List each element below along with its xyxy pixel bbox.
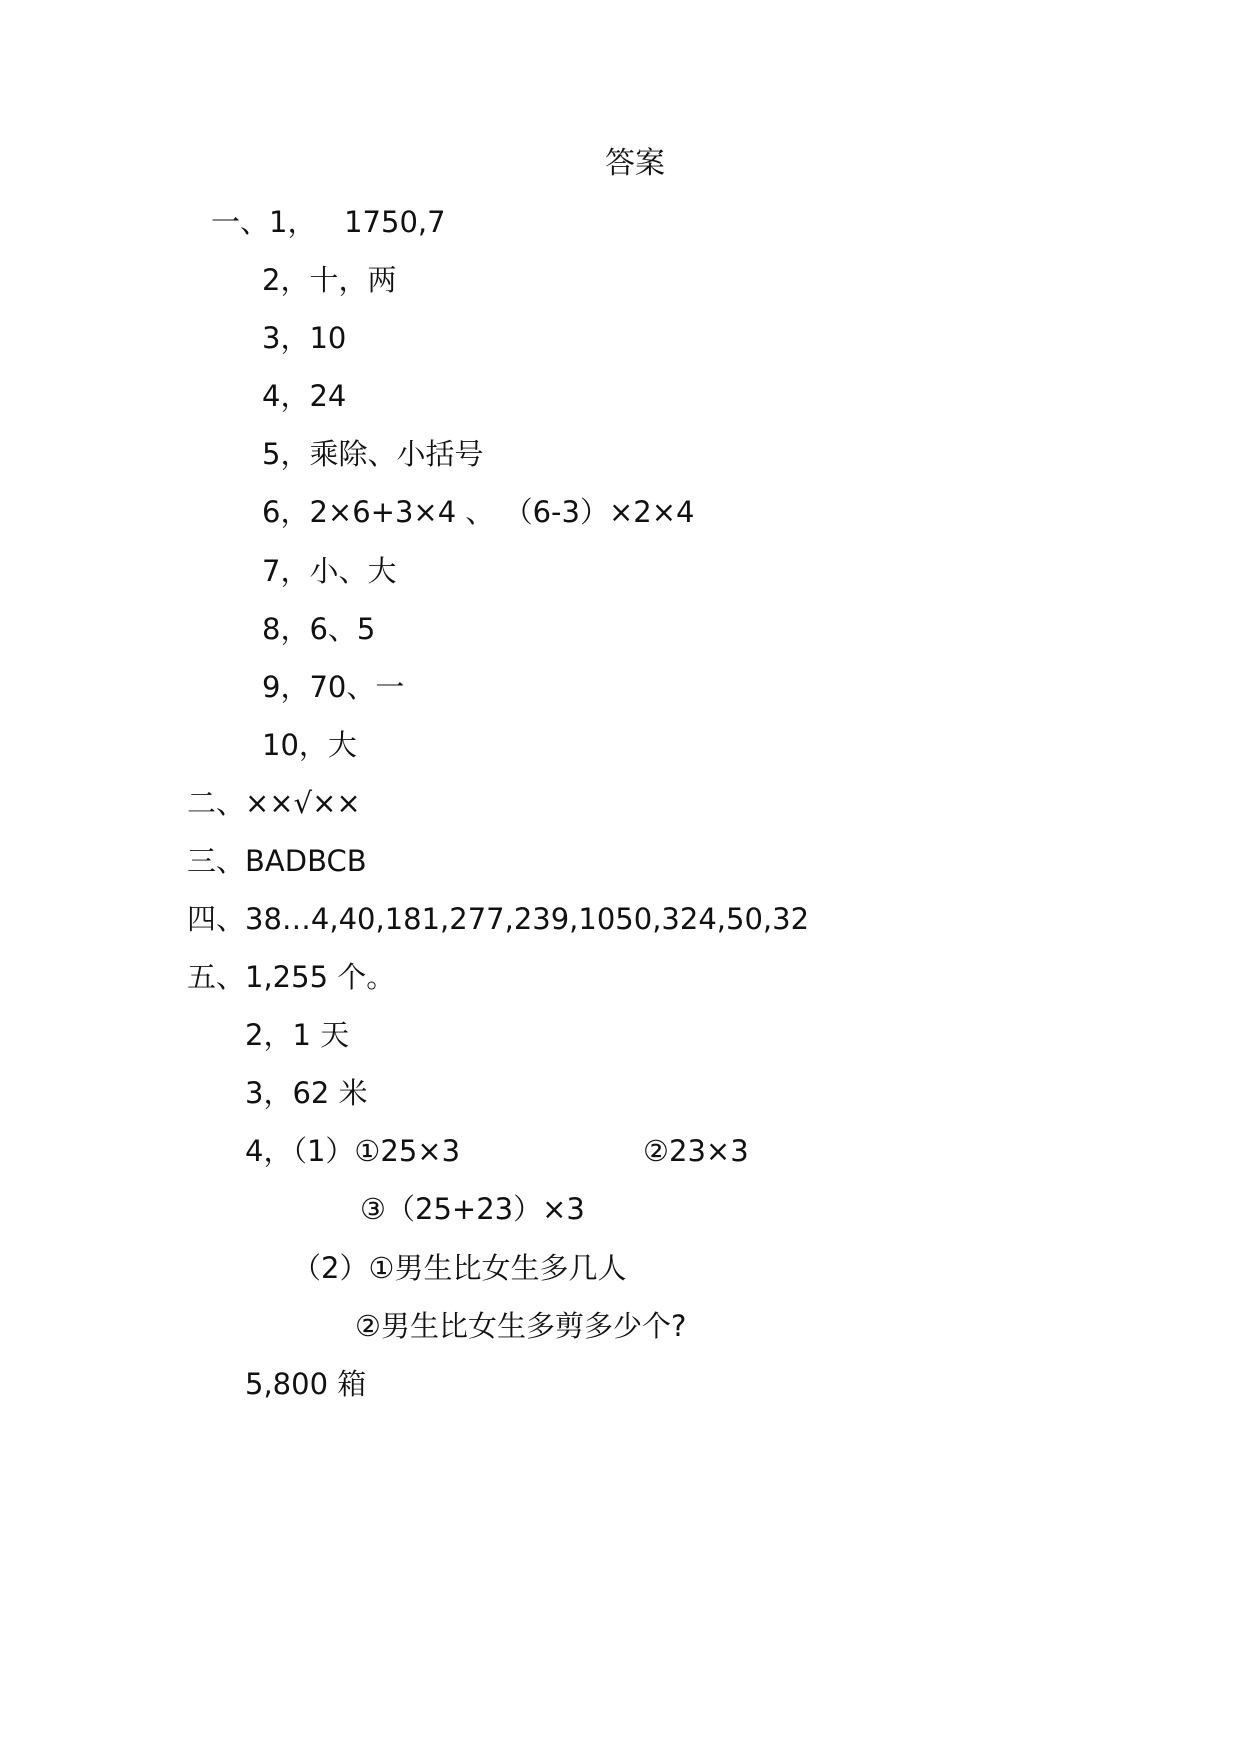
answer-1-4: 4，24 bbox=[262, 379, 347, 413]
answer-5-4-1c: ③（25+23）×3 bbox=[360, 1192, 585, 1226]
answer-1-5: 5，乘除、小括号 bbox=[262, 437, 484, 471]
answer-5-3: 3，62 米 bbox=[245, 1076, 368, 1110]
answer-5-1: 五、1,255 个。 bbox=[187, 960, 396, 994]
answer-1-3: 3，10 bbox=[262, 321, 347, 355]
answer-5-4-1b: ②23×3 bbox=[643, 1134, 749, 1168]
answer-1-8: 8，6、5 bbox=[262, 612, 376, 646]
answer-5-4-1a: 4，（1）①25×3 bbox=[245, 1134, 461, 1168]
answer-5-4-2a: （2）①男生比女生多几人 bbox=[292, 1251, 627, 1285]
answer-1-10: 10，大 bbox=[262, 728, 357, 762]
answer-1-2: 2，十，两 bbox=[262, 263, 397, 297]
answer-1-1: 一、1， 1750,7 bbox=[211, 205, 446, 239]
answer-1-9: 9，70、一 bbox=[262, 670, 405, 704]
answer-section-2: 二、××√×× bbox=[187, 786, 361, 820]
answer-5-2: 2，1 天 bbox=[245, 1018, 350, 1052]
answer-section-3: 三、BADBCB bbox=[187, 844, 367, 878]
answer-5-4-2b: ②男生比女生多剪多少个? bbox=[355, 1309, 687, 1343]
answer-1-6: 6，2×6+3×4 、 （6-3）×2×4 bbox=[262, 495, 695, 529]
page-title: 答案 bbox=[605, 146, 665, 181]
answer-5-5: 5,800 箱 bbox=[245, 1367, 367, 1401]
answer-section-4: 四、38…4,40,181,277,239,1050,324,50,32 bbox=[187, 902, 810, 936]
answer-1-7: 7，小、大 bbox=[262, 554, 397, 588]
